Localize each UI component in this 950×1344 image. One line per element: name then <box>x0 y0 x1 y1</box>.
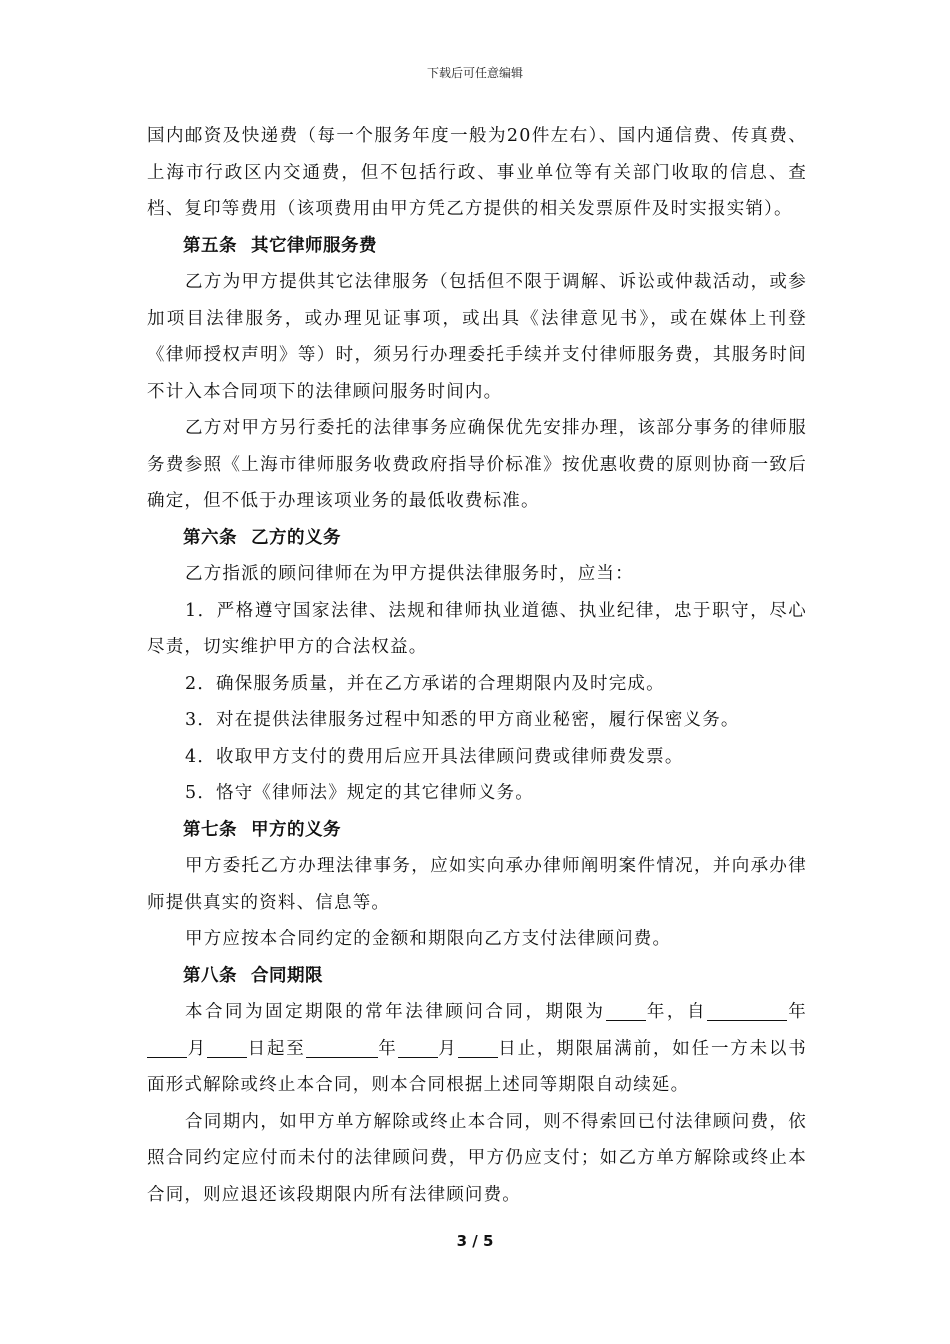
article-number: 第五条 <box>183 235 237 256</box>
paragraph: 乙方指派的顾问律师在为甲方提供法律服务时，应当： <box>185 564 634 584</box>
article-title: 甲方的义务 <box>251 819 341 840</box>
document-body <box>147 118 807 1213</box>
article-number: 第六条 <box>183 527 237 548</box>
page-number: 3 / 5 <box>456 1232 494 1250</box>
paragraph: 甲方应按本合同约定的金额和期限向乙方支付法律顾问费。 <box>185 929 672 949</box>
blank-start-year[interactable] <box>707 998 787 1021</box>
blank-start-day[interactable] <box>207 1035 247 1058</box>
list-item: 3．对在提供法律服务过程中知悉的甲方商业秘密，履行保密义务。 <box>185 710 740 730</box>
page-header: 下载后可任意编辑 <box>426 66 523 80</box>
paragraph: 乙方为甲方提供其它法律服务（包括但不限于调解、诉讼或仲裁活动，或参加项目法律服务，或办理见证事项，或出具《法律意见书》，或在媒体上刊登《律师授权声明》等）时，须另行办理委托手续并支付律师服务费，其服务时间不计入本合同项下的法律顾问服务时间内。 <box>147 272 807 402</box>
blank-end-year[interactable] <box>306 1035 378 1058</box>
list-item: 4．收取甲方支付的费用后应开具法律顾问费或律师费发票。 <box>185 746 684 767</box>
blank-end-month[interactable] <box>398 1035 438 1058</box>
list-item: 5．恪守《律师法》规定的其它律师义务。 <box>185 783 534 803</box>
blank-start-month[interactable] <box>147 1035 187 1058</box>
paragraph-with-blanks: 本合同为固定期限的常年法律顾问合同，期限为 年，自 年月 日起至 年 月 日止，期限届满前，如任一方未以书面形式解除或终止本合同，则本合同根据上述同等期限自动续延。 <box>147 994 807 1104</box>
list-item: 1．严格遵守国家法律、法规和律师执业道德、执业纪律，忠于职守，尽心尽责，切实维护甲方的合法权益。 <box>147 600 807 657</box>
paragraph: 乙方对甲方另行委托的法律事务应确保优先安排办理，该部分事务的律师服务费参照《上海市律师服务收费政府指导价标准》按优惠收费的原则协商一致后确定，但不低于办理该项业务的最低收费标准。 <box>147 418 807 511</box>
blank-end-day[interactable] <box>458 1035 498 1058</box>
paragraph: 国内邮资及快递费（每一个服务年度一般为20件左右）、国内通信费、传真费、上海市行政区内交通费，但不包括行政、事业单位等有关部门收取的信息、查档、复印等费用（该项费用由甲方凭乙方提供的相关发票原件及时实报实销）。 <box>147 126 807 219</box>
article-7-heading <box>147 812 807 849</box>
article-number: 第七条 <box>183 819 237 840</box>
paragraph: 甲方委托乙方办理法律事务，应如实向承办律师阐明案件情况，并向承办律师提供真实的资料、信息等。 <box>147 856 807 913</box>
article-8-heading <box>147 958 807 995</box>
article-title: 其它律师服务费 <box>251 235 377 256</box>
paragraph: 合同期内，如甲方单方解除或终止本合同，则不得索回已付法律顾问费，依照合同约定应付而未付的法律顾问费，甲方仍应支付；如乙方单方解除或终止本合同，则应退还该段期限内所有法律顾问费。 <box>147 1111 807 1205</box>
article-title: 合同期限 <box>251 965 323 986</box>
article-6-heading <box>147 520 807 557</box>
blank-years[interactable] <box>606 998 646 1021</box>
article-5-heading <box>147 228 807 265</box>
article-title: 乙方的义务 <box>251 527 341 548</box>
article-number: 第八条 <box>183 965 237 986</box>
list-item: 2．确保服务质量，并在乙方承诺的合理期限内及时完成。 <box>185 673 665 694</box>
